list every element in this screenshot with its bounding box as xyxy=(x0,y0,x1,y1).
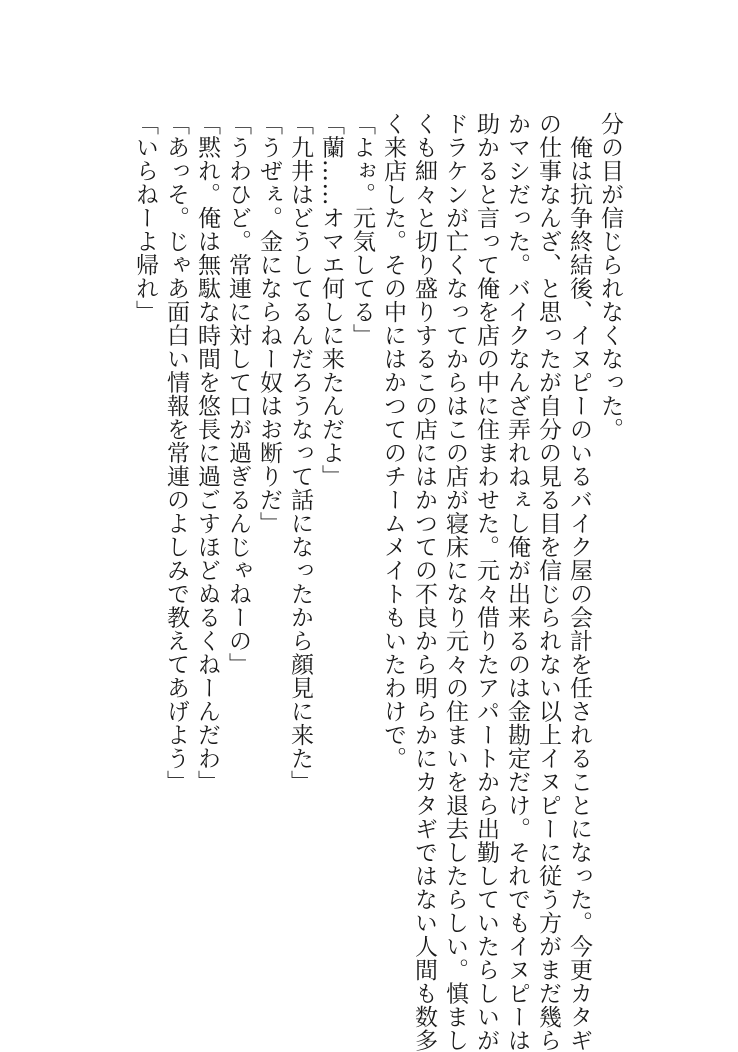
text-line: 俺は抗争終結後、イヌピーのいるバイク屋の会計を任されることになった。今更カタギ xyxy=(566,112,592,1052)
text-line: かマシだった。バイクなんざ弄れねぇし俺が出来るのは金勘定だけ。それでもイヌピーは xyxy=(504,112,530,1052)
dialogue-line: 「蘭……オマエ何しに来たんだよ」 xyxy=(318,112,344,488)
text-line: 助かると言って俺を店の中に住まわせた。元々借りたアパートから出勤していたらしいが xyxy=(473,112,499,1052)
dialogue-line: 「うわひど。常連に対して口が過ぎるんじゃねーの」 xyxy=(225,112,251,676)
text-line: く来店した。その中にはかつてのチームメイトもいたわけで。 xyxy=(380,112,406,770)
text-line: ドラケンが亡くなってからはこの店が寝床になり元々の住まいを退去したらしい。慎まし xyxy=(442,112,468,1052)
vertical-text-body xyxy=(129,112,625,1052)
text-line: 分の目が信じられなくなった。 xyxy=(597,112,623,441)
dialogue-line: 「うぜぇ。金にならねー奴はお断りだ」 xyxy=(256,112,282,535)
dialogue-line: 「九井はどうしてるんだろうなって話になったから顔見に来た」 xyxy=(287,112,313,794)
dialogue-line: 「いらねーよ帰れ」 xyxy=(132,112,158,324)
dialogue-line: 「よぉ。元気してる」 xyxy=(349,112,375,347)
dialogue-line: 「黙れ。俺は無駄な時間を悠長に過ごすほどぬるくねーんだわ」 xyxy=(194,112,220,794)
text-line: くも細々と切り盛りするこの店にはかつての不良から明らかにカタギではない人間も数多 xyxy=(411,112,437,1052)
dialogue-line: 「あっそ。じゃあ面白い情報を常連のよしみで教えてあげよう」 xyxy=(163,112,189,794)
text-line: の仕事なんざ、と思ったが自分の見る目を信じられない以上イヌピーに従う方がまだ幾ら xyxy=(535,112,561,1052)
